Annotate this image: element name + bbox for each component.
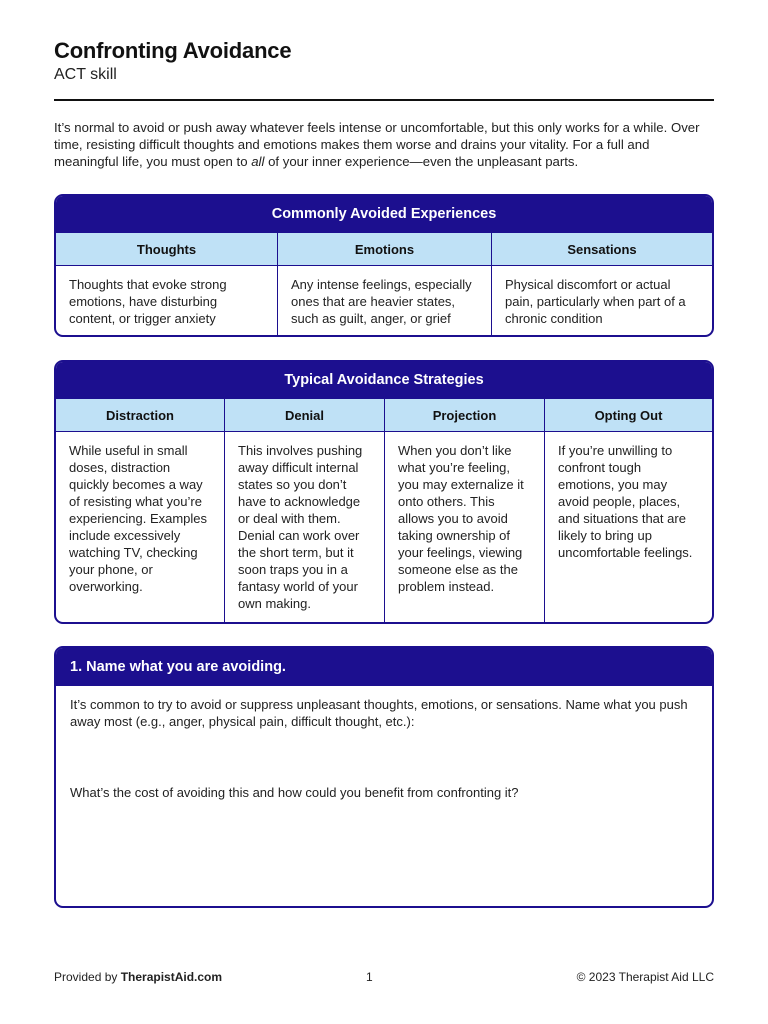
column-header: Projection	[385, 398, 544, 432]
column-body: Any intense feelings, especially ones that are heavier states, such as guilt, anger, or grief	[291, 277, 472, 326]
page-subtitle: ACT skill	[54, 66, 117, 83]
column-sensations	[492, 232, 712, 337]
page-title: Confronting Avoidance	[54, 38, 292, 63]
brand-link[interactable]: TherapistAid.com	[120, 970, 223, 984]
provided-by-text: Provided by	[54, 970, 121, 984]
column-distraction	[56, 398, 225, 622]
column-body: If you’re unwilling to confront tough emotions, you may avoid people, places, and situations that are likely to bring up uncomfortable feelings.	[558, 443, 693, 560]
exercise-card	[54, 646, 714, 908]
intro-emphasis: all	[251, 154, 265, 169]
exercise-title: 1. Name what you are avoiding.	[56, 648, 712, 686]
column-thoughts	[56, 232, 278, 337]
column-body: When you don’t like what you’re feeling, you may externalize it onto others. This allows you to avoid taking ownership of your feelings, viewing someone else as the problem instead.	[398, 443, 524, 594]
column-header: Emotions	[278, 232, 491, 266]
column-projection	[385, 398, 545, 622]
intro-paragraph	[54, 119, 716, 170]
column-header: Distraction	[56, 398, 224, 432]
intro-text-2: of your inner experience—even the unpleasant parts.	[264, 154, 579, 169]
column-body: This involves pushing away difficult internal states so you don’t have to acknowledge or deal with them. Denial can work over the short term, but it soon traps you in a fantasy world of your own making.	[238, 443, 363, 611]
avoided-experiences-title: Commonly Avoided Experiences	[56, 196, 712, 232]
column-denial	[225, 398, 385, 622]
avoidance-strategies-title: Typical Avoidance Strategies	[56, 362, 712, 398]
column-body: Thoughts that evoke strong emotions, have disturbing content, or trigger anxiety	[69, 277, 227, 326]
page-header	[54, 38, 714, 84]
column-opting-out	[545, 398, 712, 622]
column-header: Sensations	[492, 232, 712, 266]
footer-provider	[54, 970, 222, 984]
column-header: Denial	[225, 398, 384, 432]
avoidance-strategies-card	[54, 360, 714, 624]
column-body: While useful in small doses, distraction quickly becomes a way of resisting what you’re experiencing. Examples include excessively watching TV, checking your phone, or overworking.	[69, 443, 208, 594]
column-header: Thoughts	[56, 232, 277, 266]
column-body: Physical discomfort or actual pain, particularly when part of a chronic condition	[505, 277, 686, 326]
header-divider	[54, 99, 714, 101]
avoided-experiences-card	[54, 194, 714, 337]
question-2: What’s the cost of avoiding this and how could you benefit from confronting it?	[70, 785, 519, 800]
column-emotions	[278, 232, 492, 337]
copyright: © 2023 Therapist Aid LLC	[576, 970, 714, 984]
question-1: It’s common to try to avoid or suppress unpleasant thoughts, emotions, or sensations. Name what you push away most (e.g., anger, physical pain, difficult thought, etc.):	[70, 697, 688, 729]
intro-text-1: It’s normal to avoid or push away whatever feels intense or uncomfortable, but this only works for a while. Over time, resisting difficult thoughts and emotions makes them worse and drains your vitality. For a full and meaningful life, you must open to	[54, 120, 700, 169]
column-header: Opting Out	[545, 398, 712, 432]
page-number: 1	[366, 970, 373, 984]
